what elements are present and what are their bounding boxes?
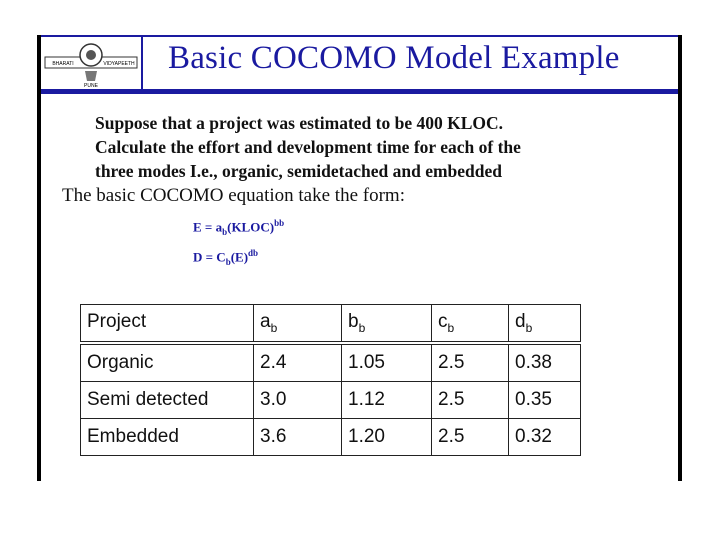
table-cell: Embedded bbox=[81, 419, 254, 456]
logo-bottom-text: PUNE bbox=[84, 83, 98, 89]
table-header-row bbox=[81, 305, 581, 344]
frame-right-border bbox=[678, 35, 682, 481]
header-b: $b_b$ bbox=[342, 305, 432, 344]
table-row bbox=[81, 382, 581, 419]
table-row bbox=[81, 343, 581, 382]
table-cell: 1.12 bbox=[342, 382, 432, 419]
table-cell: 2.5 bbox=[432, 382, 509, 419]
table-cell: 2.5 bbox=[432, 343, 509, 382]
table-cell: 3.0 bbox=[254, 382, 342, 419]
header-underline bbox=[37, 91, 682, 94]
table-cell: 1.05 bbox=[342, 343, 432, 382]
table-row bbox=[81, 419, 581, 456]
duration-formula: $D = C_b(E)^{db}$ bbox=[193, 248, 259, 267]
header-project: Project bbox=[81, 305, 254, 344]
table-cell: 0.32 bbox=[509, 419, 581, 456]
logo-left-text: BHARATI bbox=[52, 61, 74, 67]
table-cell: 2.4 bbox=[254, 343, 342, 382]
table-cell: 2.5 bbox=[432, 419, 509, 456]
effort-formula: $E = a_b(KLOC)^{bb}$ bbox=[193, 218, 285, 237]
table-cell: 1.20 bbox=[342, 419, 432, 456]
table-cell: 0.35 bbox=[509, 382, 581, 419]
table-cell: 3.6 bbox=[254, 419, 342, 456]
header-d: $d_b$ bbox=[509, 305, 581, 344]
problem-statement bbox=[95, 111, 655, 183]
problem-line: Calculate the effort and development time for each of the bbox=[95, 137, 521, 157]
problem-line: Suppose that a project was estimated to be 400 KLOC. bbox=[95, 113, 504, 133]
table-cell: Semi detected bbox=[81, 382, 254, 419]
frame-left-border bbox=[37, 35, 41, 481]
header-a: $a_b$ bbox=[254, 305, 342, 344]
table-cell: 0.38 bbox=[509, 343, 581, 382]
header-c: $c_b$ bbox=[432, 305, 509, 344]
slide-title: Basic COCOMO Model Example bbox=[168, 40, 620, 76]
problem-line: three modes I.e., organic, semidetached and embedded bbox=[95, 161, 503, 181]
equation-intro: The basic COCOMO equation take the form: bbox=[62, 185, 405, 206]
table-cell: Organic bbox=[81, 343, 254, 382]
logo bbox=[41, 37, 141, 89]
logo-right-text: VIDYAPEETH bbox=[103, 61, 135, 67]
university-emblem-icon bbox=[41, 37, 141, 89]
cocomo-coefficients-table bbox=[80, 304, 581, 456]
